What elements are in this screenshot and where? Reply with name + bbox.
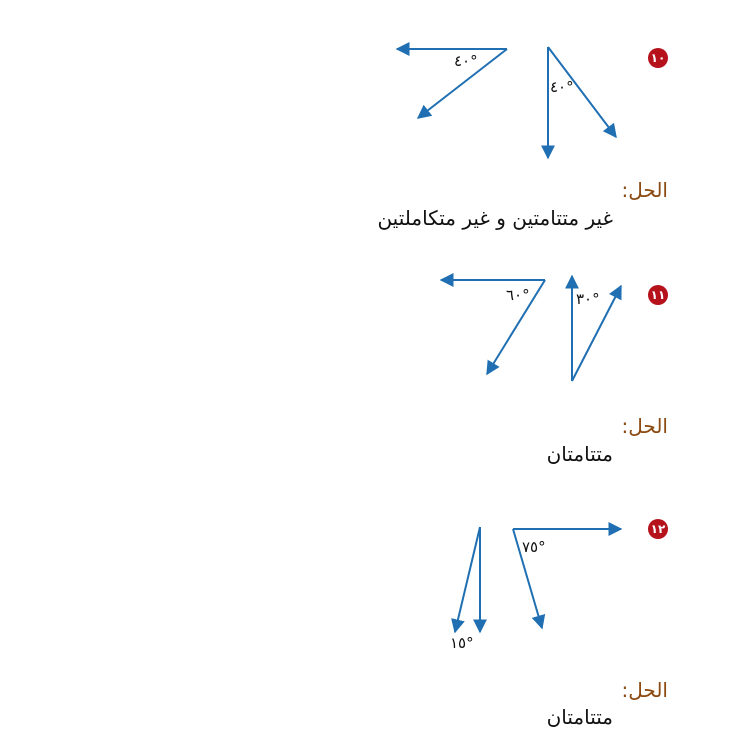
problem-number-badge-11: ١١ [648, 285, 668, 305]
p11-angle-label-right: ٣٠° [576, 290, 600, 308]
p11-solution-label: الحل: [621, 414, 668, 438]
p12-angle-label-right: ٧٥° [522, 538, 546, 556]
problem-number-badge-12: ١٢ [648, 519, 668, 539]
problem-number-badge-10: ١٠ [648, 48, 668, 68]
p12-left-angle-ray-diagonal [455, 527, 480, 632]
p11-answer-text: متتامتان [546, 442, 613, 466]
p12-angle-label-left: ١٥° [450, 634, 474, 652]
p11-angle-label-left: ٦٠° [506, 286, 530, 304]
p10-solution-label: الحل: [621, 178, 668, 202]
p10-answer-text: غير متتامتين و غير متكاملتين [377, 206, 613, 230]
p12-solution-label: الحل: [621, 678, 668, 702]
p10-angle-label-right: ٤٠° [550, 78, 574, 96]
p12-answer-text: متتامتان [546, 705, 613, 729]
p10-angle-label-left: ٤٠° [454, 52, 478, 70]
